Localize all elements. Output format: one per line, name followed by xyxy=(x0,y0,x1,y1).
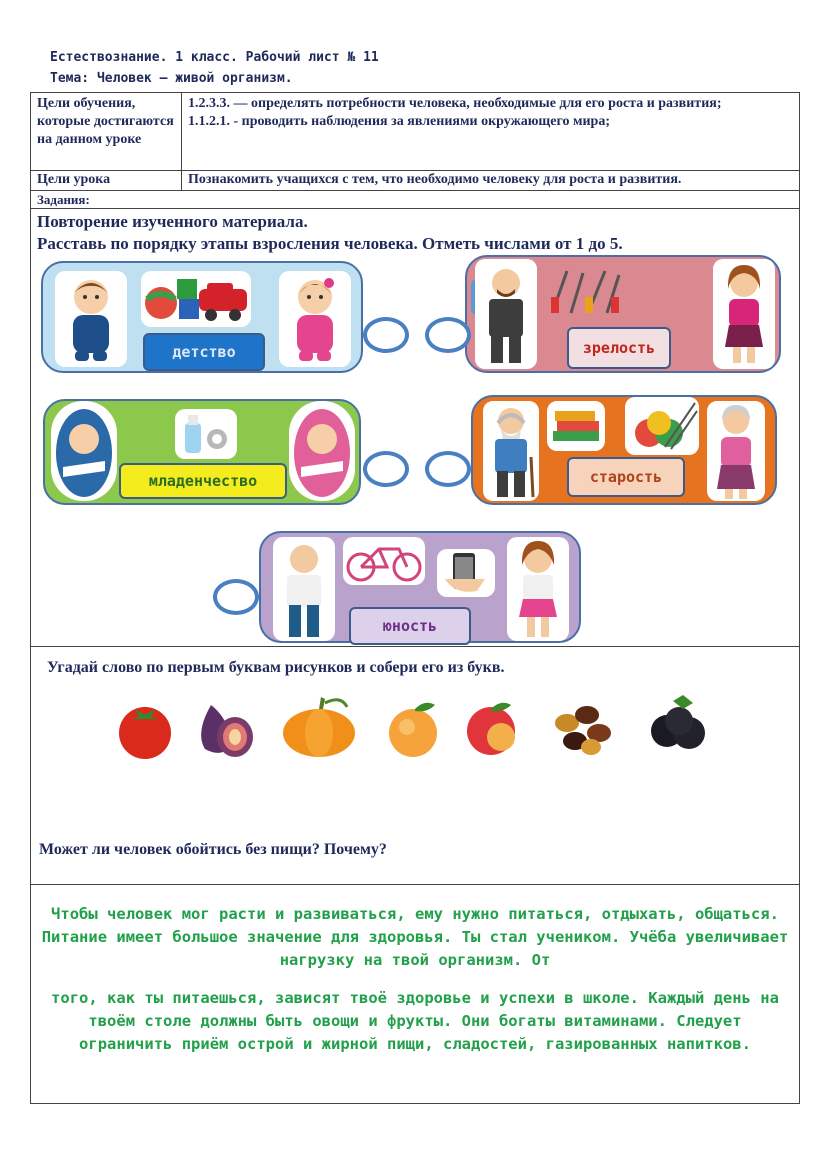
teen-boy-icon xyxy=(273,537,335,641)
pumpkin-icon xyxy=(277,693,361,761)
peach-icon xyxy=(461,697,525,761)
old-woman-icon xyxy=(707,401,765,501)
phone-icon xyxy=(437,549,495,597)
stage-card-childhood xyxy=(41,261,363,373)
apricot-icon xyxy=(381,697,445,761)
stage-label-old-age: старость xyxy=(567,457,685,497)
task2-instruction: Угадай слово по первым буквам рисунков и собери его из букв. xyxy=(47,659,505,676)
stage-card-maturity xyxy=(465,255,781,373)
stage-card-infancy xyxy=(43,399,361,505)
baby-bottle-icon xyxy=(175,409,237,459)
answer-part-1: Чтобы человек мог расти и развиваться, ему нужно питаться, отдыхать, общаться. Питание имеет большое значение для здоровья. Ты стал учеником. Учёба увеличивает нагрузку на твой организм. От xyxy=(41,905,789,969)
order-circle-childhood[interactable] xyxy=(363,317,409,353)
answer-text xyxy=(39,903,791,1056)
stage-label-infancy: младенчество xyxy=(119,463,287,499)
man-icon xyxy=(475,259,537,369)
old-man-icon xyxy=(483,401,539,501)
baby-girl-icon xyxy=(289,401,355,501)
worksheet-topic: Тема: Человек – живой организм. xyxy=(50,71,293,86)
goals-row xyxy=(31,93,799,171)
answer-part-2: того, как ты питаешься, зависят твоё здоровье и успехи в школе. Каждый день на твоём столе должны быть овощи и фрукты. Они богаты витаминами. Следует ограничить приём острой и жирной пищи, сладостей, газированных напитков. xyxy=(51,989,779,1053)
goal-1: 1.2.3.3. — определять потребности человека, необходимые для его роста и развития; xyxy=(188,96,722,111)
task1-instruction: Расставь по порядку этапы взросления человека. Отметь числами от 1 до 5. xyxy=(37,234,623,253)
teen-girl-icon xyxy=(507,537,569,641)
stage-card-youth xyxy=(259,531,581,643)
stage-label-youth: юность xyxy=(349,607,471,645)
order-circle-infancy[interactable] xyxy=(363,451,409,487)
task2-question: Может ли человек обойтись без пищи? Почему? xyxy=(39,841,387,858)
stage-label-maturity: зрелость xyxy=(567,327,671,369)
order-circle-youth[interactable] xyxy=(213,579,259,615)
tasks-label: Задания: xyxy=(37,192,90,207)
lesson-row xyxy=(31,171,799,191)
bicycle-icon xyxy=(343,537,425,585)
stage-label-childhood: детство xyxy=(143,333,265,371)
toddler-boy-icon xyxy=(55,271,127,367)
goals-label: Цели обучения, которые достигаются на данном уроке xyxy=(37,96,174,147)
stage-card-old-age xyxy=(471,395,777,505)
lesson-text: Познакомить учащихся с тем, что необходимо человеку для роста и развития. xyxy=(188,172,682,187)
lesson-label: Цели урока xyxy=(37,172,111,187)
order-circle-maturity[interactable] xyxy=(425,317,471,353)
fig-icon xyxy=(193,697,257,761)
tasks-row xyxy=(31,191,799,209)
order-circle-old-age[interactable] xyxy=(425,451,471,487)
raisins-icon xyxy=(547,693,617,761)
worksheet-table xyxy=(30,92,800,1104)
blackberry-icon xyxy=(643,693,713,761)
tomato-icon xyxy=(113,697,177,761)
goals-text xyxy=(182,93,799,170)
task1-heading: Повторение изученного материала. xyxy=(37,212,308,231)
knitting-icon xyxy=(625,397,699,455)
toys-icon xyxy=(141,271,251,327)
books-icon xyxy=(547,401,605,451)
worksheet-title: Естествознание. 1 класс. Рабочий лист № 11 xyxy=(50,50,379,65)
task2-row xyxy=(31,647,799,885)
toddler-girl-icon xyxy=(279,271,351,367)
goal-2: 1.1.2.1. - проводить наблюдения за явлениями окружающего мира; xyxy=(188,114,611,129)
woman-icon xyxy=(713,259,775,369)
task1-row xyxy=(31,209,799,647)
baby-boy-icon xyxy=(51,401,117,501)
